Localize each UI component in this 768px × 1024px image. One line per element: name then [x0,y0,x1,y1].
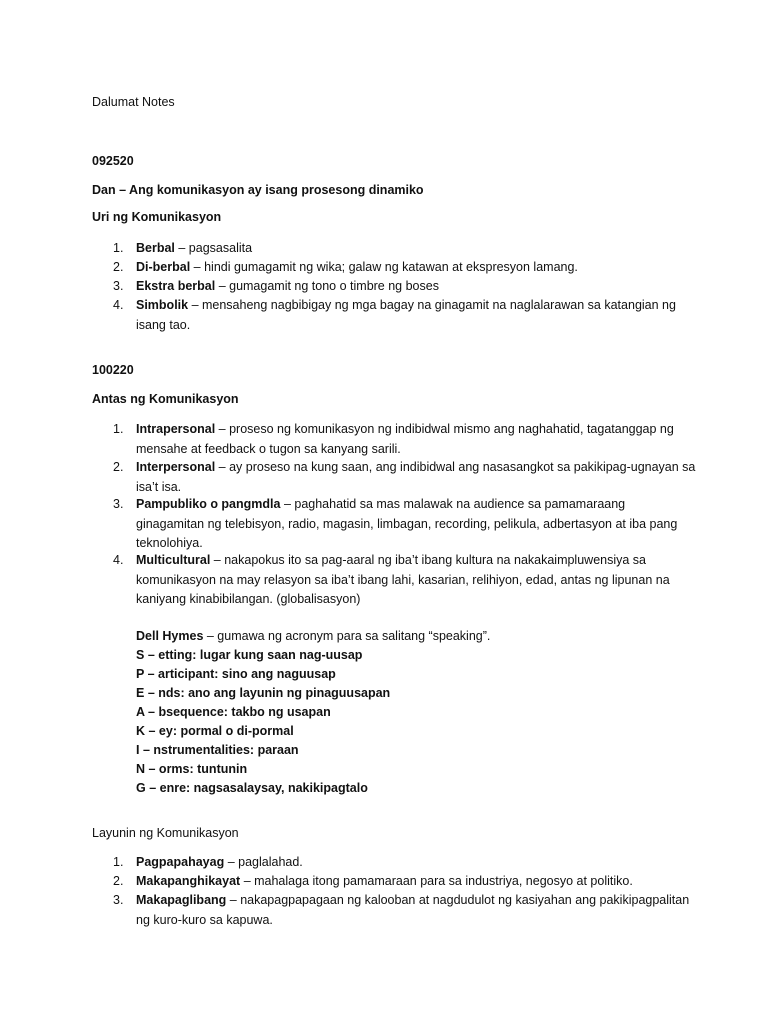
speaking-row: P – articipant: sino ang naguusap [136,667,336,681]
list-item-text: Di-berbal – hindi gumagamit ng wika; galaw ng katawan at ekspresyon lamang. [136,260,578,274]
title-text: Dalumat Notes [92,95,175,109]
speaking-row: I – nstrumentalities: paraan [136,743,299,757]
list-number: 3. [113,279,124,293]
list-item-text: Pampubliko o pangmdla – paghahatid sa mas malawak na audience sa pamamaraang ginagamitan ng telebisyon, radio, magasin, limbagan, recording, pelikula, adbertasyon at iba pang teknolohiya. [136,497,678,550]
speaking-row: E – nds: ano ang layunin ng pinaguusapan [136,686,391,700]
speaking-row: K – ey: pormal o di-pormal [136,724,294,738]
list-item-text: Berbal – pagsasalita [136,241,253,255]
list-item-text: Makapaglibang – nakapagpapagaan ng kalooban at nagdudulot ng kasiyahan ang pakikipagpalitan ng kuro-kuro sa kapuwa. [136,893,690,927]
section2-date: 100220 [92,363,134,377]
dan-text: – Ang komunikasyon ay isang prosesong dinamiko [115,183,424,197]
list-number: 2. [113,460,124,474]
list-item-text: Ekstra berbal – gumagamit ng tono o timbre ng boses [136,279,439,293]
list-item-text: Multicultural – nakapokus ito sa pag-aaral ng iba’t ibang kultura na nakakaimpluwensiya sa komunikasyon na may relasyon sa iba’t ibang lahi, kasarian, relihiyon, edad, antas ng lipunan na kaniyang kinabibilangan. (globalisasyon) [136,553,670,606]
document-title [92,93,175,111]
list-number: 2. [113,874,124,888]
list-item-text: Simbolik – mensaheng nagbibigay ng mga bagay na ginagamit na naglalarawan sa katangian ng isang tao. [136,298,676,332]
list-number: 2. [113,260,124,274]
speaking-row: S – etting: lugar kung saan nag-uusap [136,648,363,662]
list-number: 1. [113,422,124,436]
section3-heading: Layunin ng Komunikasyon [92,826,239,840]
section2-heading: Antas ng Komunikasyon [92,392,239,406]
speaking-row: G – enre: nagsasalaysay, nakikipagtalo [136,781,368,795]
list-item-text: Pagpapahayag – paglalahad. [136,855,303,869]
list-number: 1. [113,855,124,869]
list-item-text: Interpersonal – ay proseso na kung saan, ang indibidwal ang nasasangkot sa pakikipag-ugnayan sa isa’t isa. [136,460,696,494]
list-item-text: Makapanghikayat – mahalaga itong pamamaraan para sa industriya, negosyo at politiko. [136,874,633,888]
list-number: 4. [113,553,124,567]
dan-definition [92,181,424,199]
speaking-row: N – orms: tuntunin [136,762,248,776]
list-number: 4. [113,298,124,312]
speaking-intro: Dell Hymes – gumawa ng acronym para sa salitang “speaking”. [136,629,491,643]
section1-heading: Uri ng Komunikasyon [92,210,222,224]
list-number: 3. [113,893,124,907]
list-item-text: Intrapersonal – proseso ng komunikasyon ng indibidwal mismo ang naghahatid, tagatanggap ng mensahe at feedback o tugon sa kanyang sarili. [136,422,674,456]
list-number: 3. [113,497,124,511]
dan-term: Dan [92,183,116,197]
section1-date: 092520 [92,154,134,168]
speaking-row: A – bsequence: takbo ng usapan [136,705,331,719]
list-number: 1. [113,241,124,255]
